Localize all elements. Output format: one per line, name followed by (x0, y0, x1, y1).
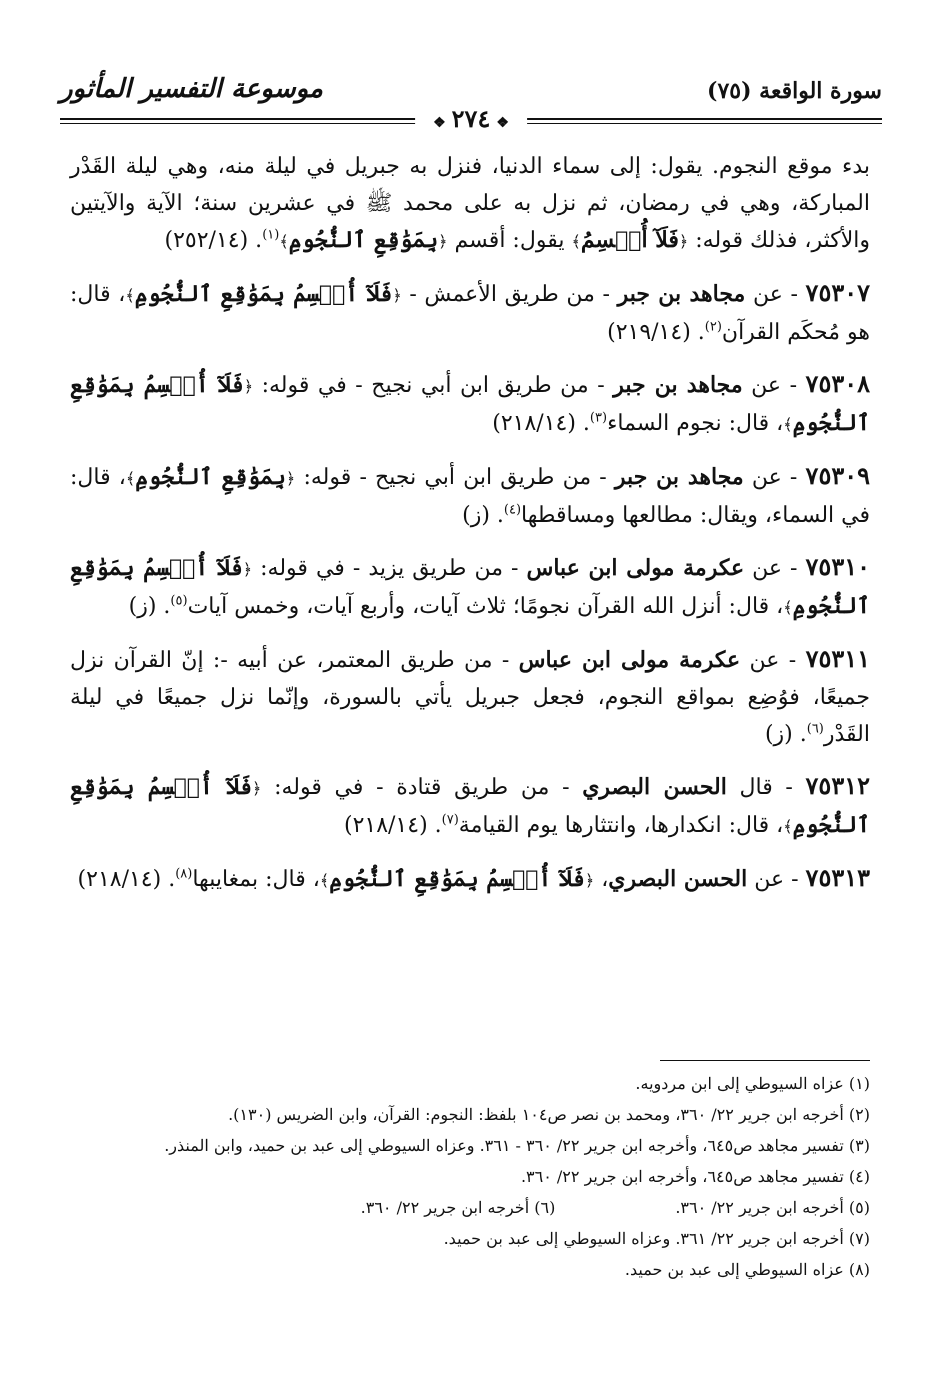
footnote-6: (٦) أخرجه ابن جرير ٢٢/ ٣٦٠. (360, 1198, 556, 1217)
source-ref: . (٢١٩/١٤) (607, 320, 705, 345)
text: - من طريق يزيد - في قوله: (252, 556, 527, 581)
ayah-bracket-open-icon: ﴿ (243, 377, 254, 396)
page-header (60, 68, 882, 133)
text: ، قال: نجوم السماء (607, 411, 784, 436)
narrator-name: مجاهد بن جبر (613, 372, 743, 398)
narrator-name: مجاهد بن جبر (617, 281, 746, 307)
text: - من طريق قتادة - في قوله: (261, 775, 583, 800)
ornament-icon: ❖ (496, 115, 509, 131)
narrator-name: عكرمة مولى ابن عباس (518, 647, 741, 673)
ayah-bracket-open-icon: ﴿ (392, 286, 402, 305)
ayah: بِمَوَٰقِعِ ٱلنُّجُومِ (288, 227, 439, 253)
ayah-bracket-close-icon: ﴾ (279, 232, 289, 251)
ayah: بِمَوَٰقِعِ ٱلنُّجُومِ (135, 464, 286, 490)
ornament-icon: ❖ (433, 115, 446, 131)
ayah-bracket-close-icon: ﴾ (319, 871, 330, 890)
entry-number: ٧٥٣١٣ (805, 863, 870, 892)
hadith-entry (70, 767, 870, 845)
text: يقول: أقسم (447, 228, 572, 253)
text: - عن (740, 648, 806, 673)
entry-number: ٧٥٣١٢ (805, 771, 870, 800)
hadith-entry (70, 274, 870, 351)
ayah-bracket-close-icon: ﴾ (783, 415, 793, 434)
page-number-box (415, 104, 527, 133)
footnote-ref[interactable]: (٤) (503, 502, 522, 518)
ayah-bracket-open-icon: ﴿ (252, 779, 262, 798)
ayah: فَلَآ أُقۡسِمُ بِمَوَٰقِعِ ٱلنُّجُومِ (70, 774, 870, 838)
narrator-name: مجاهد بن جبر (614, 464, 744, 490)
entry-number: ٧٥٣١٠ (805, 552, 870, 581)
page-number: ٢٧٤ (451, 104, 491, 133)
text: ، قال: بمغايبها (192, 867, 320, 892)
text: ، قال: أنزل الله القرآن نجومًا؛ ثلاث آيات، وأربع آيات، وخمس آيات (187, 594, 784, 619)
ayah-bracket-open-icon: ﴿ (242, 560, 253, 579)
ayah-bracket-close-icon: ﴾ (783, 817, 793, 836)
ayah-bracket-close-icon: ﴾ (125, 469, 136, 488)
source-ref: . (٢١٨/١٤) (492, 411, 590, 436)
main-text (70, 148, 870, 913)
text: - من طريق المعتمر، عن أبيه -: إنّ القرآن نزل جميعًا، فوُضِع بمواقع النجوم، فجعل جبريل يأتي بالسورة، وإنّما نزل جميعًا في ليلة القَدْر (70, 648, 870, 747)
source-ref: . (٢١٨/١٤) (77, 867, 176, 892)
footnote-divider (660, 1060, 870, 1061)
footnote-pair (70, 1195, 870, 1220)
ayah-bracket-open-icon: ﴿ (285, 469, 296, 488)
footnote-2: (٢) أخرجه ابن جرير ٢٢/ ٣٦٠، ومحمد بن نصر ص١٠٤ بلفظ: النجوم: القرآن، وابن الضريس (١٣٠). (228, 1105, 870, 1124)
text: - عن (745, 282, 806, 307)
source-ref: . (ز) (462, 503, 504, 528)
entry-number: ٧٥٣١١ (805, 644, 871, 673)
text: ، قال: هو مُحكَم القرآن (70, 282, 870, 345)
footnote-ref[interactable]: (٨) (175, 866, 193, 882)
entry-number: ٧٥٣٠٧ (805, 278, 870, 307)
ayah: فَلَآ أُقۡسِمُ (580, 227, 679, 253)
source-ref: . (٢٥٢/١٤) (164, 228, 263, 253)
footnote-ref[interactable]: (٥) (170, 593, 188, 609)
text: - قال (726, 775, 806, 800)
book-title: موسوعة التفسير المأثور (60, 74, 323, 104)
ayah-bracket-close-icon: ﴾ (571, 232, 581, 251)
text: ، قال: انكدارها، وانتثارها يوم القيامة (458, 813, 784, 838)
text: - عن (744, 556, 806, 581)
hadith-entry (70, 365, 870, 443)
footnote-ref[interactable]: (٢) (704, 319, 722, 335)
ayah-bracket-open-icon: ﴿ (678, 232, 689, 251)
ayah-bracket-open-icon: ﴿ (438, 232, 448, 251)
footnote-ref[interactable]: (٣) (589, 410, 608, 426)
text: ، قال: في السماء، ويقال: مطالعها ومساقطها (70, 465, 870, 528)
ayah: فَلَآ أُقۡسِمُ بِمَوَٰقِعِ ٱلنُّجُومِ (70, 372, 870, 436)
source-ref: . (ز) (764, 722, 807, 747)
entry-number: ٧٥٣٠٨ (805, 369, 870, 398)
hadith-entry (70, 640, 870, 753)
hadith-entry (70, 548, 870, 626)
footnote-3: (٣) تفسير مجاهد ص٦٤٥، وأخرجه ابن جرير ٢٢/ ٣٦٠ - ٣٦١. وعزاه السيوطي إلى عبد بن حميد، وابن المنذر. (164, 1136, 870, 1155)
text: - عن (742, 373, 806, 398)
footnote-ref[interactable]: (١) (262, 227, 280, 243)
footnote-8: (٨) عزاه السيوطي إلى عبد بن حميد. (624, 1260, 870, 1279)
text: - من طريق الأعمش - (401, 282, 618, 307)
ayah-bracket-open-icon: ﴿ (584, 871, 595, 890)
entry-number: ٧٥٣٠٩ (805, 461, 870, 490)
hadith-entry (70, 457, 870, 534)
footnote-1: (١) عزاه السيوطي إلى ابن مردويه. (635, 1074, 870, 1093)
ayah-bracket-close-icon: ﴾ (125, 286, 135, 305)
footnote-ref[interactable]: (٦) (806, 721, 824, 737)
text: بدء موقع النجوم. يقول: إلى سماء الدنيا، فنزل به جبريل في ليلة منه، وهي ليلة القَدْر المباركة، وهي في رمضان، ثم نزل به على محمد ﷺ في عشرين سنة؛ الآية والآيتين والأكثر، فذلك قوله: (70, 154, 870, 253)
ayah: فَلَآ أُقۡسِمُ بِمَوَٰقِعِ ٱلنُّجُومِ (134, 281, 393, 307)
ayah: فَلَآ أُقۡسِمُ بِمَوَٰقِعِ ٱلنُّجُومِ (329, 866, 585, 892)
narrator-name: عكرمة مولى ابن عباس (526, 555, 745, 581)
paragraph-intro (70, 148, 870, 260)
footnote-4: (٤) تفسير مجاهد ص٦٤٥، وأخرجه ابن جرير ٢٢/ ٣٦٠. (520, 1167, 870, 1186)
footnotes (70, 1060, 870, 1288)
ayah-bracket-close-icon: ﴾ (783, 598, 793, 617)
text: - من طريق ابن أبي نجيح - في قوله: (253, 373, 614, 398)
hadith-entry (70, 859, 870, 899)
narrator-name: الحسن البصري (608, 866, 748, 892)
source-ref: . (٢١٨/١٤) (343, 813, 442, 838)
text: - عن (743, 465, 806, 490)
text: - من طريق ابن أبي نجيح - قوله: (295, 465, 615, 490)
text: ، (594, 867, 609, 892)
ayah: فَلَآ أُقۡسِمُ بِمَوَٰقِعِ ٱلنُّجُومِ (70, 555, 870, 619)
source-ref: . (ز) (128, 594, 171, 619)
footnote-7: (٧) أخرجه ابن جرير ٢٢/ ٣٦١. وعزاه السيوطي إلى عبد بن حميد. (443, 1229, 870, 1248)
narrator-name: الحسن البصري (582, 774, 727, 800)
surah-title: سورة الواقعة (٧٥) (707, 78, 882, 104)
footnote-ref[interactable]: (٧) (441, 812, 459, 828)
footnote-5: (٥) أخرجه ابن جرير ٢٢/ ٣٦٠. (675, 1198, 870, 1217)
text: - عن (747, 867, 806, 892)
